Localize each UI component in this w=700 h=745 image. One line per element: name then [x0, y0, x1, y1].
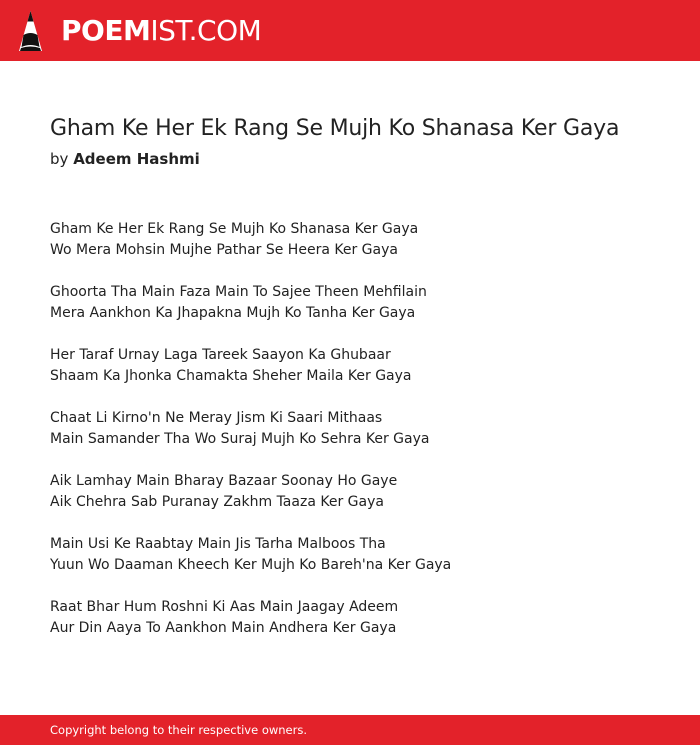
poem-stanza	[50, 219, 670, 261]
poem-line: Gham Ke Her Ek Rang Se Mujh Ko Shanasa Ker Gaya	[50, 221, 419, 237]
poem-line: Chaat Li Kirno'n Ne Meray Jism Ki Saari Mithaas	[50, 410, 383, 426]
poem-title: Gham Ke Her Ek Rang Se Mujh Ko Shanasa Ker Gaya	[50, 116, 620, 141]
poem-body	[50, 219, 670, 660]
logo-wordmark-thin: IST.COM	[150, 14, 262, 47]
logo-wordmark-bold: POEM	[61, 14, 151, 47]
poem-stanza	[50, 534, 670, 576]
site-footer	[0, 715, 700, 745]
poem-byline	[50, 150, 200, 168]
poem-stanza	[50, 597, 670, 639]
poem-line: Aik Lamhay Main Bharay Bazaar Soonay Ho Gaye	[50, 473, 398, 489]
poem-line: Main Samander Tha Wo Suraj Mujh Ko Sehra Ker Gaya	[50, 431, 430, 447]
poem-line: Her Taraf Urnay Laga Tareek Saayon Ka Ghubaar	[50, 347, 391, 363]
poem-line: Aur Din Aaya To Aankhon Main Andhera Ker Gaya	[50, 620, 397, 636]
poem-line: Aik Chehra Sab Puranay Zakhm Taaza Ker Gaya	[50, 494, 384, 510]
poem-stanza	[50, 282, 670, 324]
site-logo[interactable]	[17, 10, 261, 52]
poem-stanza	[50, 345, 670, 387]
poem-stanza	[50, 471, 670, 513]
poem-line: Shaam Ka Jhonka Chamakta Sheher Maila Ker Gaya	[50, 368, 412, 384]
logo-wordmark	[61, 10, 261, 52]
copyright-notice: Copyright belong to their respective owners.	[50, 723, 308, 737]
site-header	[0, 0, 700, 61]
poem-line: Main Usi Ke Raabtay Main Jis Tarha Malboos Tha	[50, 536, 386, 552]
poem-line: Mera Aankhon Ka Jhapakna Mujh Ko Tanha Ker Gaya	[50, 305, 416, 321]
poem-line: Wo Mera Mohsin Mujhe Pathar Se Heera Ker Gaya	[50, 242, 398, 258]
poem-stanza	[50, 408, 670, 450]
poem-line: Yuun Wo Daaman Kheech Ker Mujh Ko Bareh'na Ker Gaya	[50, 557, 452, 573]
pencil-logo-icon	[17, 10, 44, 52]
poem-line: Ghoorta Tha Main Faza Main To Sajee Theen Mehfilain	[50, 284, 427, 300]
poem-line: Raat Bhar Hum Roshni Ki Aas Main Jaagay Adeem	[50, 599, 399, 615]
byline-prefix: by	[50, 150, 69, 168]
poem-author[interactable]: Adeem Hashmi	[73, 150, 200, 168]
